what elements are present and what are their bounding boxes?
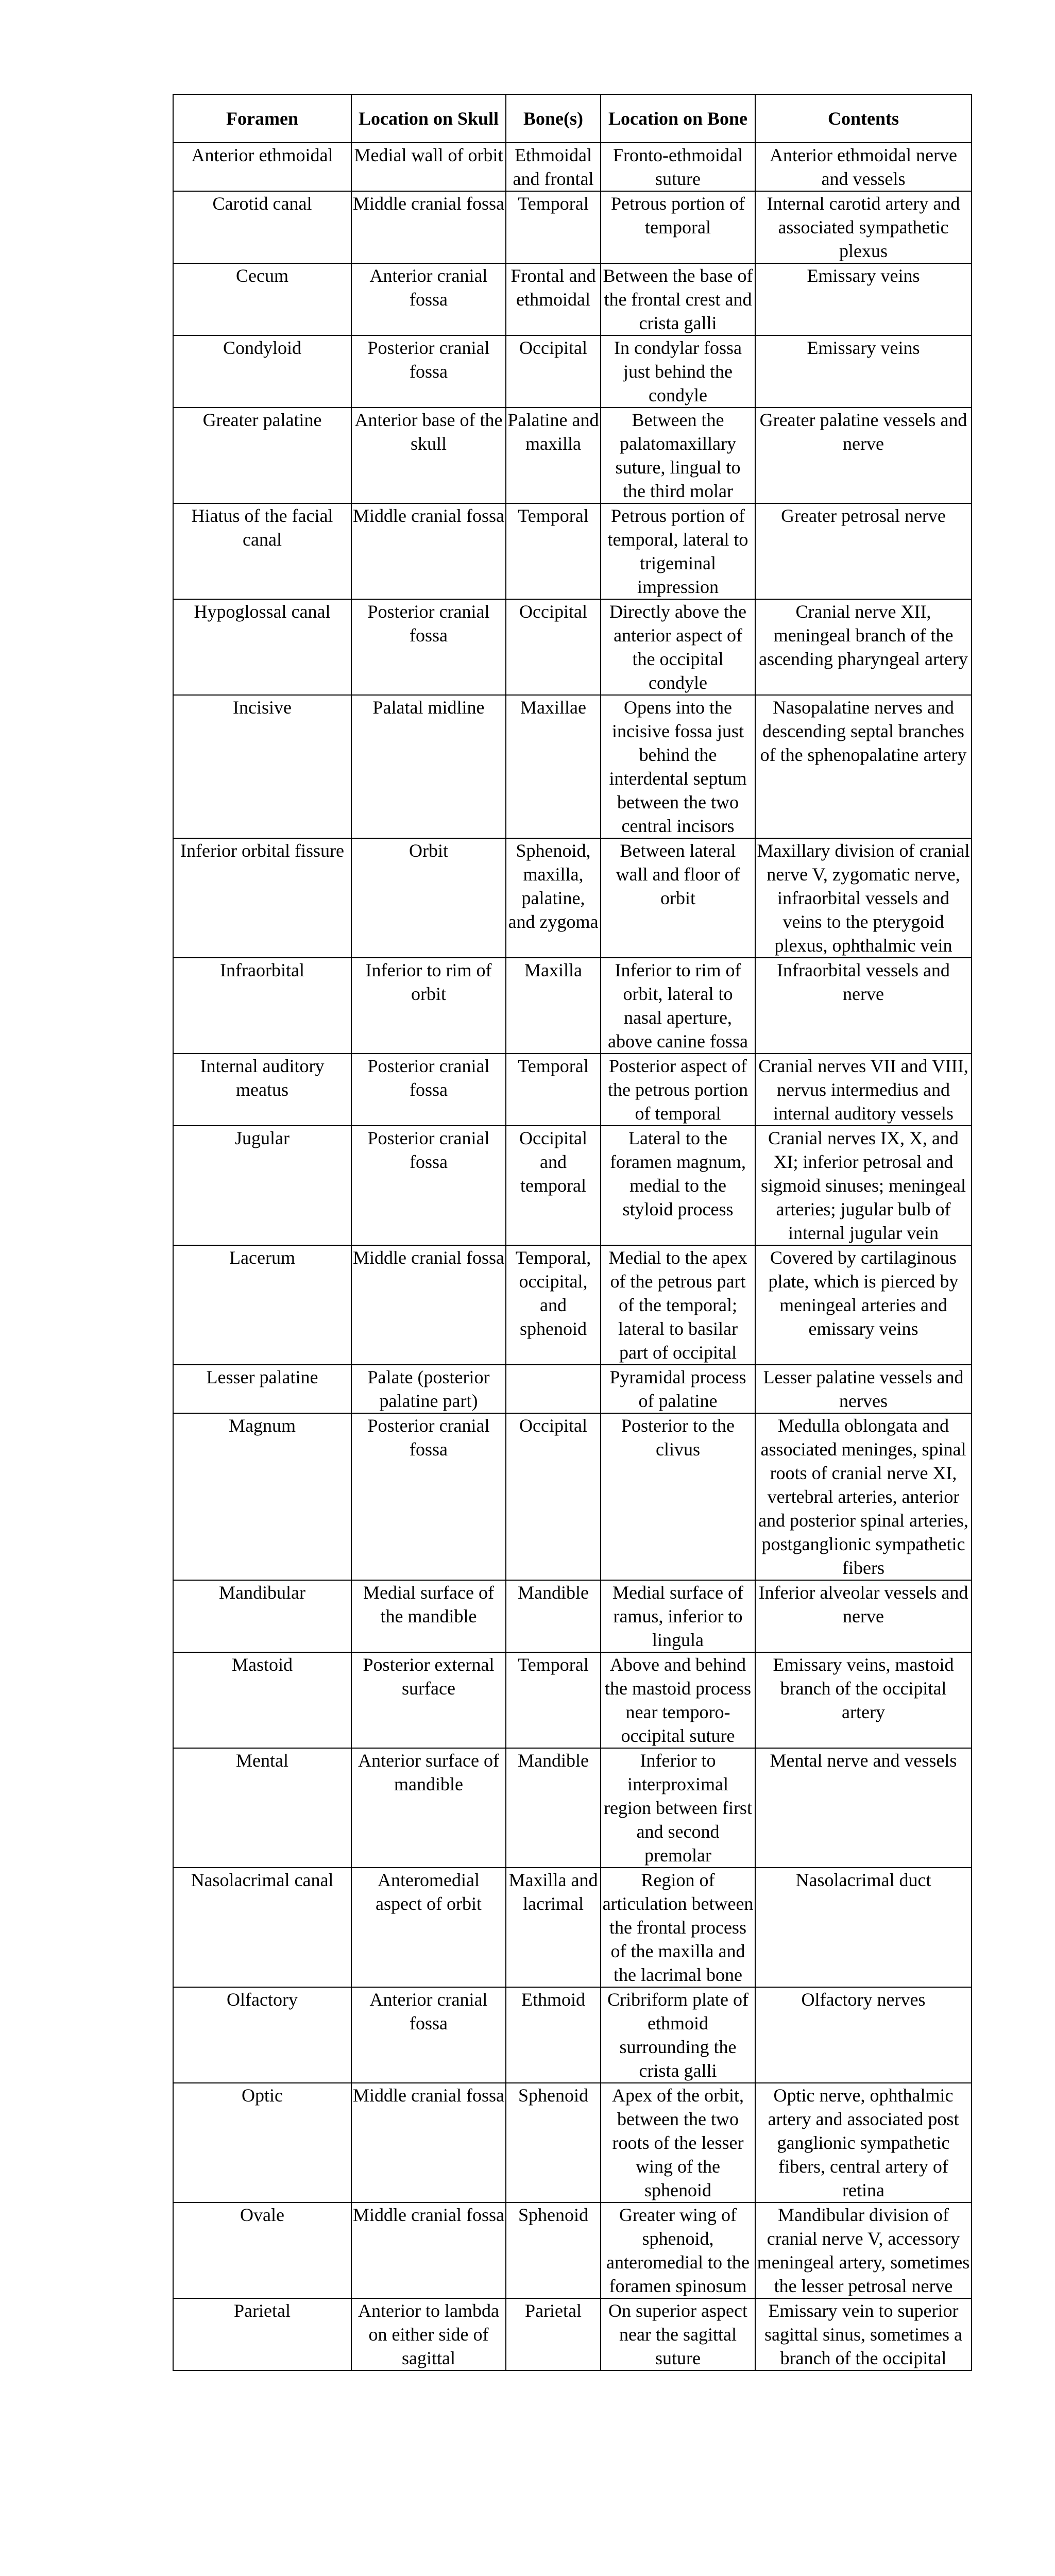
table-row xyxy=(173,2202,972,2298)
location-on-bone-cell: Greater wing of sphenoid, anteromedial to the foramen spinosum xyxy=(601,2202,755,2298)
foramen-cell: Jugular xyxy=(173,1126,351,1245)
foramen-cell: Cecum xyxy=(173,263,351,335)
contents-cell: Nasolacrimal duct xyxy=(755,1868,972,1987)
location-on-bone-cell: Posterior to the clivus xyxy=(601,1413,755,1580)
bones-cell: Ethmoidal and frontal xyxy=(506,143,601,191)
foramen-cell: Lacerum xyxy=(173,1245,351,1365)
location-on-skull-cell: Middle cranial fossa xyxy=(351,503,506,599)
location-on-bone-cell: In condylar fossa just behind the condyle xyxy=(601,335,755,408)
contents-cell: Mental nerve and vessels xyxy=(755,1748,972,1868)
bones-cell: Occipital xyxy=(506,335,601,408)
location-on-bone-cell: Above and behind the mastoid process near temporo-occipital suture xyxy=(601,1652,755,1748)
contents-cell: Nasopalatine nerves and descending septal branches of the sphenopalatine artery xyxy=(755,695,972,838)
contents-cell: Mandibular division of cranial nerve V, accessory meningeal artery, sometimes the lesser petrosal nerve xyxy=(755,2202,972,2298)
location-on-skull-cell: Medial surface of the mandible xyxy=(351,1580,506,1652)
contents-cell: Internal carotid artery and associated sympathetic plexus xyxy=(755,191,972,263)
table-row xyxy=(173,143,972,191)
foramen-cell: Parietal xyxy=(173,2298,351,2370)
bones-cell: Maxillae xyxy=(506,695,601,838)
foramen-cell: Infraorbital xyxy=(173,958,351,1054)
location-on-skull-cell: Medial wall of orbit xyxy=(351,143,506,191)
table-row xyxy=(173,503,972,599)
table-row xyxy=(173,1054,972,1126)
bones-cell: Occipital xyxy=(506,1413,601,1580)
contents-cell: Cranial nerves VII and VIII, nervus intermedius and internal auditory vessels xyxy=(755,1054,972,1126)
table-row xyxy=(173,1580,972,1652)
contents-cell: Optic nerve, ophthalmic artery and associated post ganglionic sympathetic fibers, central artery of retina xyxy=(755,2083,972,2202)
location-on-bone-cell: Between the base of the frontal crest and crista galli xyxy=(601,263,755,335)
location-on-skull-cell: Posterior cranial fossa xyxy=(351,1054,506,1126)
table-row xyxy=(173,1987,972,2083)
foramen-cell: Olfactory xyxy=(173,1987,351,2083)
foramen-cell: Carotid canal xyxy=(173,191,351,263)
table-row xyxy=(173,1652,972,1748)
table-body xyxy=(173,143,972,2370)
table-row xyxy=(173,408,972,503)
table-row xyxy=(173,335,972,408)
location-on-skull-cell: Anteromedial aspect of orbit xyxy=(351,1868,506,1987)
foramen-cell: Condyloid xyxy=(173,335,351,408)
foramen-cell: Internal auditory meatus xyxy=(173,1054,351,1126)
header-contents: Contents xyxy=(755,94,972,143)
bones-cell xyxy=(506,1365,601,1413)
bones-cell: Mandible xyxy=(506,1748,601,1868)
location-on-bone-cell: Between lateral wall and floor of orbit xyxy=(601,838,755,958)
location-on-bone-cell: On superior aspect near the sagittal suture xyxy=(601,2298,755,2370)
contents-cell: Greater palatine vessels and nerve xyxy=(755,408,972,503)
location-on-bone-cell: Inferior to rim of orbit, lateral to nasal aperture, above canine fossa xyxy=(601,958,755,1054)
location-on-bone-cell: Between the palatomaxillary suture, lingual to the third molar xyxy=(601,408,755,503)
foramen-cell: Ovale xyxy=(173,2202,351,2298)
contents-cell: Infraorbital vessels and nerve xyxy=(755,958,972,1054)
foramen-cell: Hypoglossal canal xyxy=(173,599,351,695)
table-row xyxy=(173,1413,972,1580)
location-on-skull-cell: Posterior cranial fossa xyxy=(351,1126,506,1245)
bones-cell: Temporal, occipital, and sphenoid xyxy=(506,1245,601,1365)
location-on-bone-cell: Opens into the incisive fossa just behind the interdental septum between the two central incisors xyxy=(601,695,755,838)
bones-cell: Occipital and temporal xyxy=(506,1126,601,1245)
location-on-skull-cell: Anterior base of the skull xyxy=(351,408,506,503)
foramen-cell: Incisive xyxy=(173,695,351,838)
contents-cell: Greater petrosal nerve xyxy=(755,503,972,599)
contents-cell: Cranial nerve XII, meningeal branch of the ascending pharyngeal artery xyxy=(755,599,972,695)
contents-cell: Emissary veins xyxy=(755,335,972,408)
bones-cell: Maxilla xyxy=(506,958,601,1054)
foramen-cell: Hiatus of the facial canal xyxy=(173,503,351,599)
location-on-skull-cell: Palatal midline xyxy=(351,695,506,838)
foramen-cell: Mental xyxy=(173,1748,351,1868)
location-on-bone-cell: Cribriform plate of ethmoid surrounding the crista galli xyxy=(601,1987,755,2083)
bones-cell: Temporal xyxy=(506,1054,601,1126)
contents-cell: Inferior alveolar vessels and nerve xyxy=(755,1580,972,1652)
bones-cell: Occipital xyxy=(506,599,601,695)
table-row xyxy=(173,958,972,1054)
header-location-on-skull: Location on Skull xyxy=(351,94,506,143)
bones-cell: Temporal xyxy=(506,503,601,599)
bones-cell: Maxilla and lacrimal xyxy=(506,1868,601,1987)
header-location-on-bone: Location on Bone xyxy=(601,94,755,143)
location-on-skull-cell: Middle cranial fossa xyxy=(351,2202,506,2298)
table-row xyxy=(173,1868,972,1987)
location-on-skull-cell: Palate (posterior palatine part) xyxy=(351,1365,506,1413)
table-row xyxy=(173,191,972,263)
location-on-skull-cell: Posterior cranial fossa xyxy=(351,1413,506,1580)
header-bones: Bone(s) xyxy=(506,94,601,143)
location-on-skull-cell: Anterior cranial fossa xyxy=(351,1987,506,2083)
bones-cell: Palatine and maxilla xyxy=(506,408,601,503)
table-row xyxy=(173,1245,972,1365)
location-on-skull-cell: Middle cranial fossa xyxy=(351,1245,506,1365)
bones-cell: Parietal xyxy=(506,2298,601,2370)
location-on-skull-cell: Anterior cranial fossa xyxy=(351,263,506,335)
location-on-bone-cell: Petrous portion of temporal xyxy=(601,191,755,263)
contents-cell: Lesser palatine vessels and nerves xyxy=(755,1365,972,1413)
location-on-bone-cell: Posterior aspect of the petrous portion of temporal xyxy=(601,1054,755,1126)
foramen-cell: Mastoid xyxy=(173,1652,351,1748)
contents-cell: Covered by cartilaginous plate, which is pierced by meningeal arteries and emissary veins xyxy=(755,1245,972,1365)
location-on-bone-cell: Pyramidal process of palatine xyxy=(601,1365,755,1413)
foramina-table xyxy=(173,94,972,2371)
bones-cell: Mandible xyxy=(506,1580,601,1652)
location-on-skull-cell: Posterior external surface xyxy=(351,1652,506,1748)
location-on-bone-cell: Fronto-ethmoidal suture xyxy=(601,143,755,191)
bones-cell: Temporal xyxy=(506,1652,601,1748)
bones-cell: Ethmoid xyxy=(506,1987,601,2083)
location-on-skull-cell: Orbit xyxy=(351,838,506,958)
table-row xyxy=(173,1126,972,1245)
location-on-bone-cell: Inferior to interproximal region between first and second premolar xyxy=(601,1748,755,1868)
contents-cell: Anterior ethmoidal nerve and vessels xyxy=(755,143,972,191)
bones-cell: Sphenoid xyxy=(506,2202,601,2298)
location-on-skull-cell: Posterior cranial fossa xyxy=(351,335,506,408)
contents-cell: Cranial nerves IX, X, and XI; inferior petrosal and sigmoid sinuses; meningeal arteries; jugular bulb of internal jugular vein xyxy=(755,1126,972,1245)
location-on-skull-cell: Anterior to lambda on either side of sagittal xyxy=(351,2298,506,2370)
contents-cell: Olfactory nerves xyxy=(755,1987,972,2083)
bones-cell: Sphenoid, maxilla, palatine, and zygoma xyxy=(506,838,601,958)
foramen-cell: Magnum xyxy=(173,1413,351,1580)
location-on-skull-cell: Inferior to rim of orbit xyxy=(351,958,506,1054)
location-on-skull-cell: Posterior cranial fossa xyxy=(351,599,506,695)
contents-cell: Emissary vein to superior sagittal sinus, sometimes a branch of the occipital xyxy=(755,2298,972,2370)
foramen-cell: Nasolacrimal canal xyxy=(173,1868,351,1987)
table-header-row xyxy=(173,94,972,143)
header-foramen: Foramen xyxy=(173,94,351,143)
table-row xyxy=(173,838,972,958)
table-row xyxy=(173,1748,972,1868)
foramen-cell: Mandibular xyxy=(173,1580,351,1652)
foramen-cell: Optic xyxy=(173,2083,351,2202)
location-on-bone-cell: Medial to the apex of the petrous part of the temporal; lateral to basilar part of occipital xyxy=(601,1245,755,1365)
table-row xyxy=(173,695,972,838)
location-on-bone-cell: Region of articulation between the frontal process of the maxilla and the lacrimal bone xyxy=(601,1868,755,1987)
table-row xyxy=(173,1365,972,1413)
contents-cell: Emissary veins xyxy=(755,263,972,335)
location-on-skull-cell: Middle cranial fossa xyxy=(351,191,506,263)
table-row xyxy=(173,2298,972,2370)
location-on-bone-cell: Apex of the orbit, between the two roots of the lesser wing of the sphenoid xyxy=(601,2083,755,2202)
bones-cell: Sphenoid xyxy=(506,2083,601,2202)
table-row xyxy=(173,263,972,335)
foramen-cell: Inferior orbital fissure xyxy=(173,838,351,958)
location-on-bone-cell: Lateral to the foramen magnum, medial to the styloid process xyxy=(601,1126,755,1245)
bones-cell: Frontal and ethmoidal xyxy=(506,263,601,335)
location-on-bone-cell: Petrous portion of temporal, lateral to trigeminal impression xyxy=(601,503,755,599)
contents-cell: Medulla oblongata and associated meninges, spinal roots of cranial nerve XI, vertebral arteries, anterior and posterior spinal arteries, postganglionic sympathetic fibers xyxy=(755,1413,972,1580)
contents-cell: Emissary veins, mastoid branch of the occipital artery xyxy=(755,1652,972,1748)
table-row xyxy=(173,599,972,695)
foramen-cell: Lesser palatine xyxy=(173,1365,351,1413)
foramen-cell: Anterior ethmoidal xyxy=(173,143,351,191)
location-on-bone-cell: Medial surface of ramus, inferior to lingula xyxy=(601,1580,755,1652)
foramen-cell: Greater palatine xyxy=(173,408,351,503)
contents-cell: Maxillary division of cranial nerve V, zygomatic nerve, infraorbital vessels and veins to the pterygoid plexus, ophthalmic vein xyxy=(755,838,972,958)
location-on-skull-cell: Middle cranial fossa xyxy=(351,2083,506,2202)
table-row xyxy=(173,2083,972,2202)
bones-cell: Temporal xyxy=(506,191,601,263)
location-on-skull-cell: Anterior surface of mandible xyxy=(351,1748,506,1868)
location-on-bone-cell: Directly above the anterior aspect of the occipital condyle xyxy=(601,599,755,695)
